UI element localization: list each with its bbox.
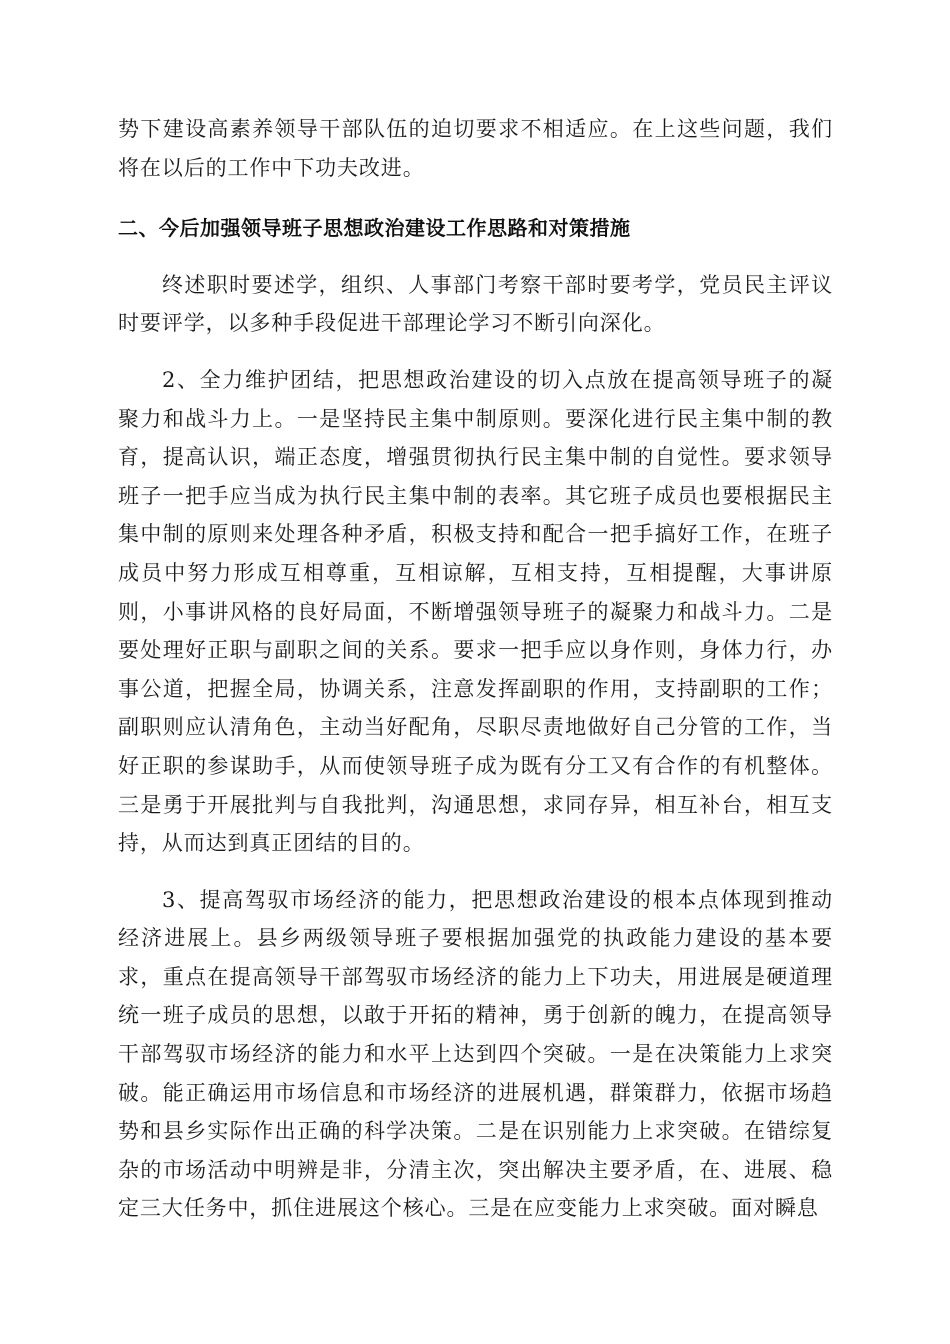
paragraph-study: 终述职时要述学，组织、人事部门考察干部时要考学，党员民主评议时要评学，以多种手段促进干部理论学习不断引向深化。 [118, 272, 833, 336]
paragraph-market-economy: 3、提高驾驭市场经济的能力，把思想政治建设的根本点体现到推动经济进展上。县乡两级领导班子要根据加强党的执政能力建设的基本要求，重点在提高领导干部驾驭市场经济的能力上下功夫，用进展是硬道理统一班子成员的思想，以敢于开拓的精神，勇于创新的魄力，在提高领导干部驾驭市场经济的能力和水平上达到四个突破。一是在决策能力上求突破。能正确运用市场信息和市场经济的进展机遇，群策群力，依据市场趋势和县乡实际作出正确的科学决策。二是在识别能力上求突破。在错综复杂的市场活动中明辨是非，分清主次，突出解决主要矛盾，在、进展、稳定三大任务中，抓住进展这个核心。三是在应变能力上求突破。面对瞬息 [118, 887, 833, 1221]
paragraph-unity: 2、全力维护团结，把思想政治建设的切入点放在提高领导班子的凝聚力和战斗力上。一是坚持民主集中制原则。要深化进行民主集中制的教育，提高认识，端正态度，增强贯彻执行民主集中制的自觉性。要求领导班子一把手应当成为执行民主集中制的表率。其它班子成员也要根据民主集中制的原则来处理各种矛盾，积极支持和配合一把手搞好工作，在班子成员中努力形成互相尊重，互相谅解，互相支持，互相提醒，大事讲原则，小事讲风格的良好局面，不断增强领导班子的凝聚力和战斗力。二是要处理好正职与副职之间的关系。要求一把手应以身作则，身体力行，办事公道，把握全局，协调关系，注意发挥副职的作用，支持副职的工作；副职则应认清角色，主动当好配角，尽职尽责地做好自己分管的工作，当好正职的参谋助手，从而使领导班子成为既有分工又有合作的有机整体。三是勇于开展批判与自我批判，沟通思想，求同存异，相互补台，相互支持，从而达到真正团结的目的。 [118, 367, 833, 856]
section-heading: 二、今后加强领导班子思想政治建设工作思路和对策措施 [118, 216, 631, 241]
document-body [118, 110, 833, 1228]
paragraph-continuation: 势下建设高素养领导干部队伍的迫切要求不相适应。在上这些问题，我们将在以后的工作中下功夫改进。 [118, 117, 833, 180]
